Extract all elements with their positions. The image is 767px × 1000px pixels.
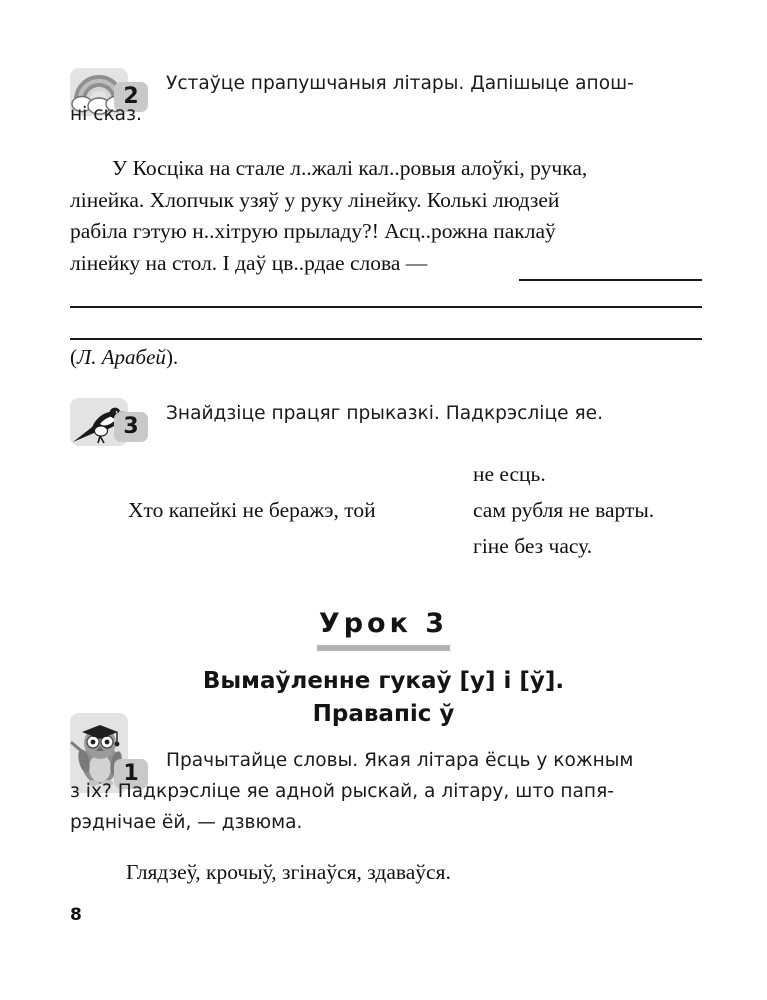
- lesson-exercise-1-line-1: Прачытайце словы. Якая літара ёсць у кожным: [166, 750, 634, 771]
- exercise-number-badge: 2: [114, 82, 148, 112]
- lesson-subtitle-line-2: Правапіс ў: [312, 701, 455, 727]
- lesson-exercise-1-line-3: рэднічае ёй, — дзвюма.: [70, 812, 303, 833]
- passage-line-2: лінейка. Хлопчык узяў у руку лінейку. Колькі людзей: [70, 187, 560, 212]
- exercise-2-instruction-line-1: Устаўце прапушчаныя літары. Дапішыце апош-: [166, 73, 634, 94]
- answer-blank-line-2[interactable]: [70, 306, 702, 308]
- page-number: 8: [70, 905, 82, 925]
- exercise-2-instruction: [70, 68, 702, 130]
- exercise-3-block: [70, 398, 702, 439]
- word-list[interactable]: Глядзеў, крочыў, згінаўся, здаваўся.: [126, 860, 451, 884]
- proverb-ending-1[interactable]: не есць.: [473, 462, 546, 486]
- lesson-exercise-1-instruction: [70, 745, 702, 838]
- attribution-close-paren: ).: [165, 345, 179, 369]
- lesson-title-container: [0, 608, 767, 651]
- passage-attribution: [70, 345, 178, 370]
- exercise-3-instruction: Знайдзіце працяг прыказкі. Падкрэсліце яе.: [166, 403, 603, 424]
- passage-line-4: лінейку на стол. І даў цв..рдае слова —: [70, 250, 428, 275]
- proverb-ending-3[interactable]: гіне без часу.: [473, 534, 593, 558]
- exercise-2-instruction-line-2: ні сказ.: [70, 104, 142, 125]
- lesson-exercise-1-line-2: з іх? Падкрэсліце яе адной рыскай, а літару, што папя-: [70, 781, 614, 802]
- lesson-exercise-1-block: [70, 745, 702, 838]
- exercise-number-badge: 3: [114, 412, 148, 442]
- lesson-subtitle-line-1: Вымаўленне гукаў [у] і [ў].: [202, 668, 565, 694]
- proverb-stem[interactable]: Хто капейкі не беражэ, той: [128, 498, 376, 522]
- answer-blank-line-1[interactable]: [519, 279, 702, 281]
- passage-line-1: У Косціка на стале л..жалі кал..ровыя алоўкі, ручка,: [112, 156, 588, 180]
- answer-blank-line-3[interactable]: [70, 338, 702, 340]
- passage-line-3: рабіла гэтую н..хітрую прыладу?! Асц..рожна паклаў: [70, 219, 556, 243]
- exercise-number-badge: 1: [114, 759, 148, 789]
- lesson-title: Урок 3: [317, 608, 450, 651]
- attribution-open-paren: (: [70, 345, 77, 369]
- proverb-ending-2[interactable]: сам рубля не варты.: [473, 498, 655, 522]
- exercise-2-block: [70, 68, 702, 130]
- exercise-2-passage: [70, 153, 702, 279]
- attribution-author: Л. Арабей: [77, 345, 166, 369]
